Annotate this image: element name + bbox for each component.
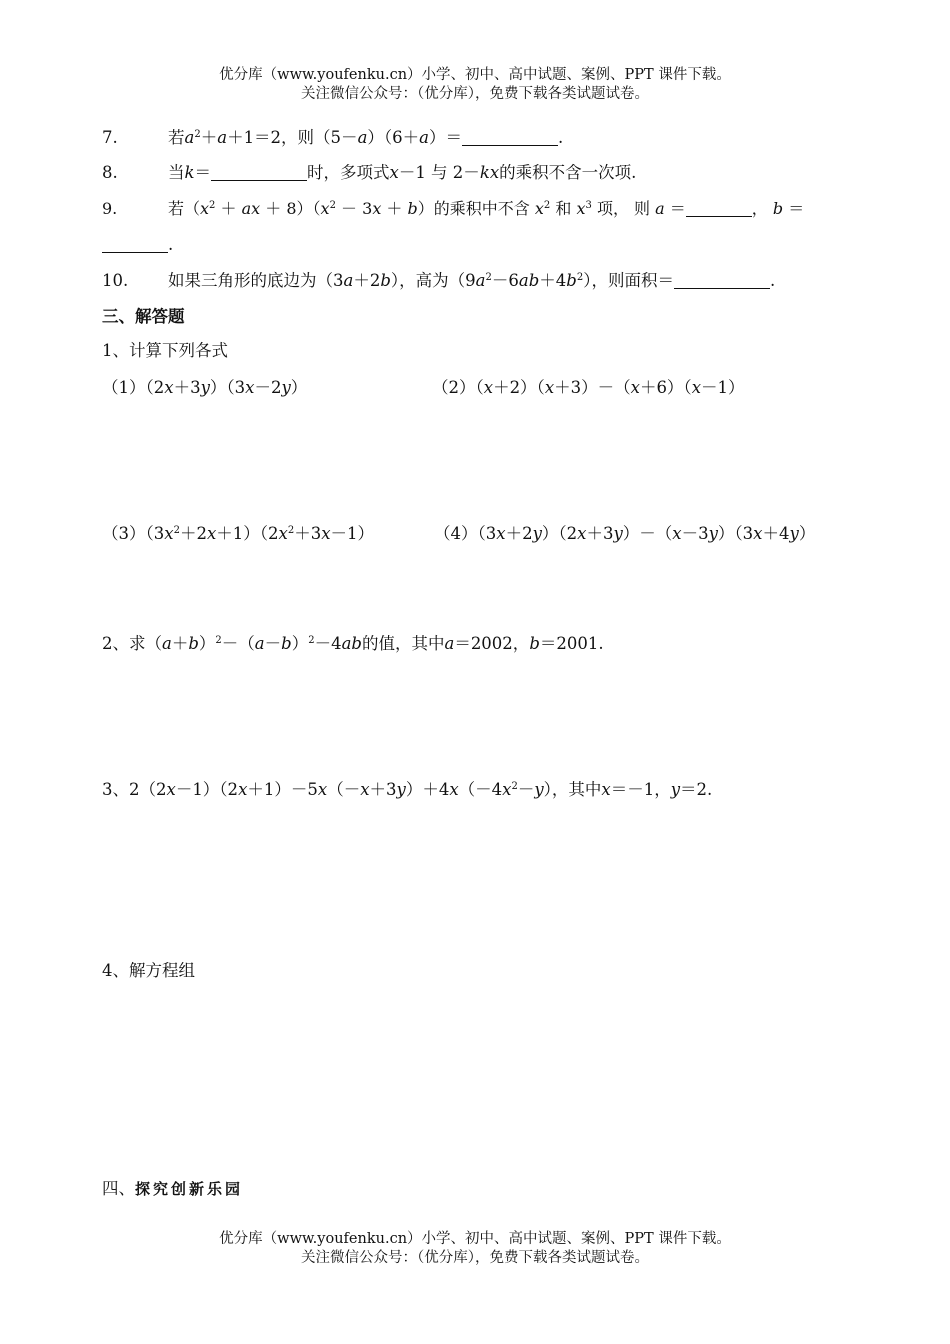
var: x xyxy=(317,780,328,799)
text: ） xyxy=(290,378,308,397)
text: （－ xyxy=(327,780,361,799)
question-10 xyxy=(102,270,775,292)
var: x xyxy=(483,378,494,397)
text: ＝－1， xyxy=(610,780,671,799)
problem-1-item-3 xyxy=(102,523,374,545)
text: ＋1＝2，则（5－ xyxy=(227,128,358,147)
var: k xyxy=(184,163,195,182)
section-4-heading: 探究创新乐园 xyxy=(135,1180,244,1198)
text: ＋1）（2 xyxy=(216,524,279,543)
text: ＋3 xyxy=(173,378,201,397)
var: a xyxy=(655,199,665,218)
var: x xyxy=(502,780,512,799)
var: y xyxy=(789,524,799,543)
text: 如果三角形的底边为（3 xyxy=(168,271,344,290)
text: （2）（ xyxy=(432,378,484,397)
exp: 2 xyxy=(287,525,295,536)
text: ＋3 xyxy=(586,524,614,543)
var: x xyxy=(320,199,330,218)
problem-1-title: 1、计算下列各式 xyxy=(102,341,228,360)
var: y xyxy=(200,378,210,397)
var: k xyxy=(479,163,490,182)
problem-4-title: 4、解方程组 xyxy=(102,961,195,980)
var: x xyxy=(238,780,248,799)
text: ），其中 xyxy=(543,780,602,799)
var: b xyxy=(772,199,784,218)
var: x xyxy=(372,199,382,218)
question-number: 9. xyxy=(102,199,118,218)
text: －6 xyxy=(491,271,519,290)
var: y xyxy=(396,780,406,799)
text: ）（3 xyxy=(209,378,246,397)
var: x xyxy=(691,378,701,397)
text: －4 xyxy=(314,634,342,653)
page-header-line-1: 优分库（www.youfenku.cn）小学、初中、高中试题、案例、PPT 课件下载。 xyxy=(219,67,731,83)
var: a xyxy=(162,634,172,653)
text: （4）（3 xyxy=(434,524,497,543)
text: 和 xyxy=(550,199,577,218)
exp: 2 xyxy=(215,635,222,646)
text: ＋4 xyxy=(539,271,567,290)
text: 3、2（2 xyxy=(102,780,167,799)
text: ＝ xyxy=(194,163,211,182)
text: ） xyxy=(291,634,309,653)
question-9-continued xyxy=(102,234,173,256)
var: y xyxy=(613,524,623,543)
problem-3 xyxy=(102,779,712,801)
text: . xyxy=(168,235,174,254)
exp: 2 xyxy=(511,781,518,792)
question-number: 8. xyxy=(102,163,118,182)
text: －1） xyxy=(330,524,374,543)
text: ＝ xyxy=(664,199,686,218)
var: y xyxy=(708,524,718,543)
text: － xyxy=(517,780,535,799)
var: a xyxy=(475,271,486,290)
exp: 2 xyxy=(308,635,315,646)
text: －（ xyxy=(221,634,255,653)
answer-blank[interactable] xyxy=(674,272,770,289)
var: x xyxy=(601,780,611,799)
exp: 2 xyxy=(173,525,180,536)
page-header-line-2: 关注微信公众号：（优分库），免费下载各类试题试卷。 xyxy=(301,86,649,102)
question-7 xyxy=(102,127,563,149)
text: ＋2 xyxy=(353,271,381,290)
var: x xyxy=(164,524,174,543)
var: x xyxy=(753,524,763,543)
text: ），则面积＝ xyxy=(583,271,674,290)
var: x xyxy=(278,524,288,543)
var: x xyxy=(672,524,682,543)
text: ）（2 xyxy=(541,524,578,543)
text: ） xyxy=(198,634,216,653)
text: －1） xyxy=(701,378,745,397)
problem-1-item-1 xyxy=(102,377,307,399)
text: ＋2 xyxy=(179,524,207,543)
text: （－4 xyxy=(458,780,503,799)
text: ＋1）－5 xyxy=(247,780,318,799)
exp: 3 xyxy=(585,200,592,211)
text: －2 xyxy=(254,378,282,397)
var: x xyxy=(389,163,399,182)
text: － xyxy=(264,634,282,653)
text: 时，多项式 xyxy=(307,163,390,182)
var: x xyxy=(360,780,370,799)
var: a xyxy=(343,271,354,290)
text: 若 xyxy=(168,128,185,147)
question-number: 10. xyxy=(102,271,129,290)
var: x xyxy=(534,199,544,218)
text: －3 xyxy=(681,524,709,543)
text: ＋ xyxy=(215,199,242,218)
var: b xyxy=(281,634,292,653)
var: y xyxy=(534,780,544,799)
var: y xyxy=(532,524,542,543)
var: b xyxy=(566,271,577,290)
var: b xyxy=(529,634,540,653)
text: ＋2）（ xyxy=(493,378,545,397)
exp: 2 xyxy=(543,200,551,211)
exp: 2 xyxy=(485,272,492,283)
question-number: 7. xyxy=(102,128,118,147)
text: 项， 则 xyxy=(591,199,656,218)
question-9 xyxy=(102,198,804,220)
var: y xyxy=(281,378,291,397)
section-4-title xyxy=(102,1178,243,1200)
text: ）的乘积中不含 xyxy=(417,199,535,218)
var: x xyxy=(166,780,176,799)
text: ＋ xyxy=(200,128,218,147)
text: ）（3 xyxy=(717,524,754,543)
text: 若（ xyxy=(168,199,201,218)
var: a xyxy=(357,128,368,147)
var: x xyxy=(576,199,586,218)
text: － 3 xyxy=(335,199,373,218)
exp: 2 xyxy=(329,200,336,211)
text: ＋4 xyxy=(762,524,790,543)
text: （1）（2 xyxy=(102,378,165,397)
var: x xyxy=(251,199,261,218)
text: ＝2. xyxy=(680,780,713,799)
answer-blank[interactable] xyxy=(102,236,168,253)
text: －1 与 2－ xyxy=(398,163,480,182)
var: x xyxy=(449,780,459,799)
problem-1-item-4 xyxy=(434,523,815,545)
text: ＋ xyxy=(171,634,189,653)
text: ＋3 xyxy=(369,780,397,799)
text: ） xyxy=(798,524,816,543)
exp: 2 xyxy=(576,272,584,283)
text: ， xyxy=(751,199,773,218)
text: 当 xyxy=(168,163,185,182)
var: x xyxy=(245,378,255,397)
var: ab xyxy=(518,271,540,290)
question-8 xyxy=(102,162,636,184)
page-footer-line-2: 关注微信公众号：（优分库），免费下载各类试题试卷。 xyxy=(301,1250,649,1266)
exp: 2 xyxy=(209,200,216,211)
var: a xyxy=(444,634,455,653)
text: ＝ xyxy=(783,199,805,218)
var: x xyxy=(321,524,331,543)
answer-blank[interactable] xyxy=(686,200,752,217)
text: 的乘积不含一次项. xyxy=(499,163,637,182)
text: ＋3）－（ xyxy=(554,378,631,397)
answer-blank[interactable] xyxy=(211,164,307,181)
text: ＋ 8）（ xyxy=(260,199,321,218)
text: 的值，其中 xyxy=(361,634,445,653)
var: a xyxy=(241,199,252,218)
problem-2 xyxy=(102,633,604,655)
text: ＋2 xyxy=(505,524,533,543)
var: a xyxy=(184,128,195,147)
var: y xyxy=(670,780,681,799)
text: （3）（3 xyxy=(102,524,165,543)
text: ）＝ xyxy=(429,128,462,147)
var: x xyxy=(496,524,506,543)
var: x xyxy=(577,524,587,543)
text: ＝2001. xyxy=(539,634,604,653)
var: x xyxy=(489,163,500,182)
var: b xyxy=(407,199,418,218)
var: a xyxy=(419,128,429,147)
text: ）＋4 xyxy=(405,780,450,799)
var: x xyxy=(630,378,640,397)
text: . xyxy=(558,128,564,147)
var: x xyxy=(200,199,210,218)
answer-blank[interactable] xyxy=(462,129,558,146)
exp: 2 xyxy=(194,129,201,140)
var: b xyxy=(188,634,199,653)
var: a xyxy=(254,634,265,653)
text: ＋6）（ xyxy=(639,378,692,397)
text: －1）（2 xyxy=(175,780,239,799)
text: 2、求（ xyxy=(102,634,162,653)
page-footer-line-1: 优分库（www.youfenku.cn）小学、初中、高中试题、案例、PPT 课件下载。 xyxy=(219,1231,731,1247)
var: a xyxy=(217,128,228,147)
var: x xyxy=(544,378,555,397)
problem-1-item-2 xyxy=(432,377,745,399)
text: ）－（ xyxy=(622,524,673,543)
section-3-title: 三、解答题 xyxy=(102,307,185,326)
var: x xyxy=(164,378,174,397)
var: ab xyxy=(341,634,362,653)
text: ＋3 xyxy=(294,524,322,543)
text: ＋ xyxy=(381,199,408,218)
text: ），高为（9 xyxy=(390,271,476,290)
text: ＝2002， xyxy=(454,634,530,653)
var: x xyxy=(206,524,217,543)
section-4-prefix: 四、 xyxy=(102,1179,135,1198)
text: ）（6＋ xyxy=(367,128,420,147)
text: . xyxy=(769,271,776,290)
var: b xyxy=(380,271,391,290)
